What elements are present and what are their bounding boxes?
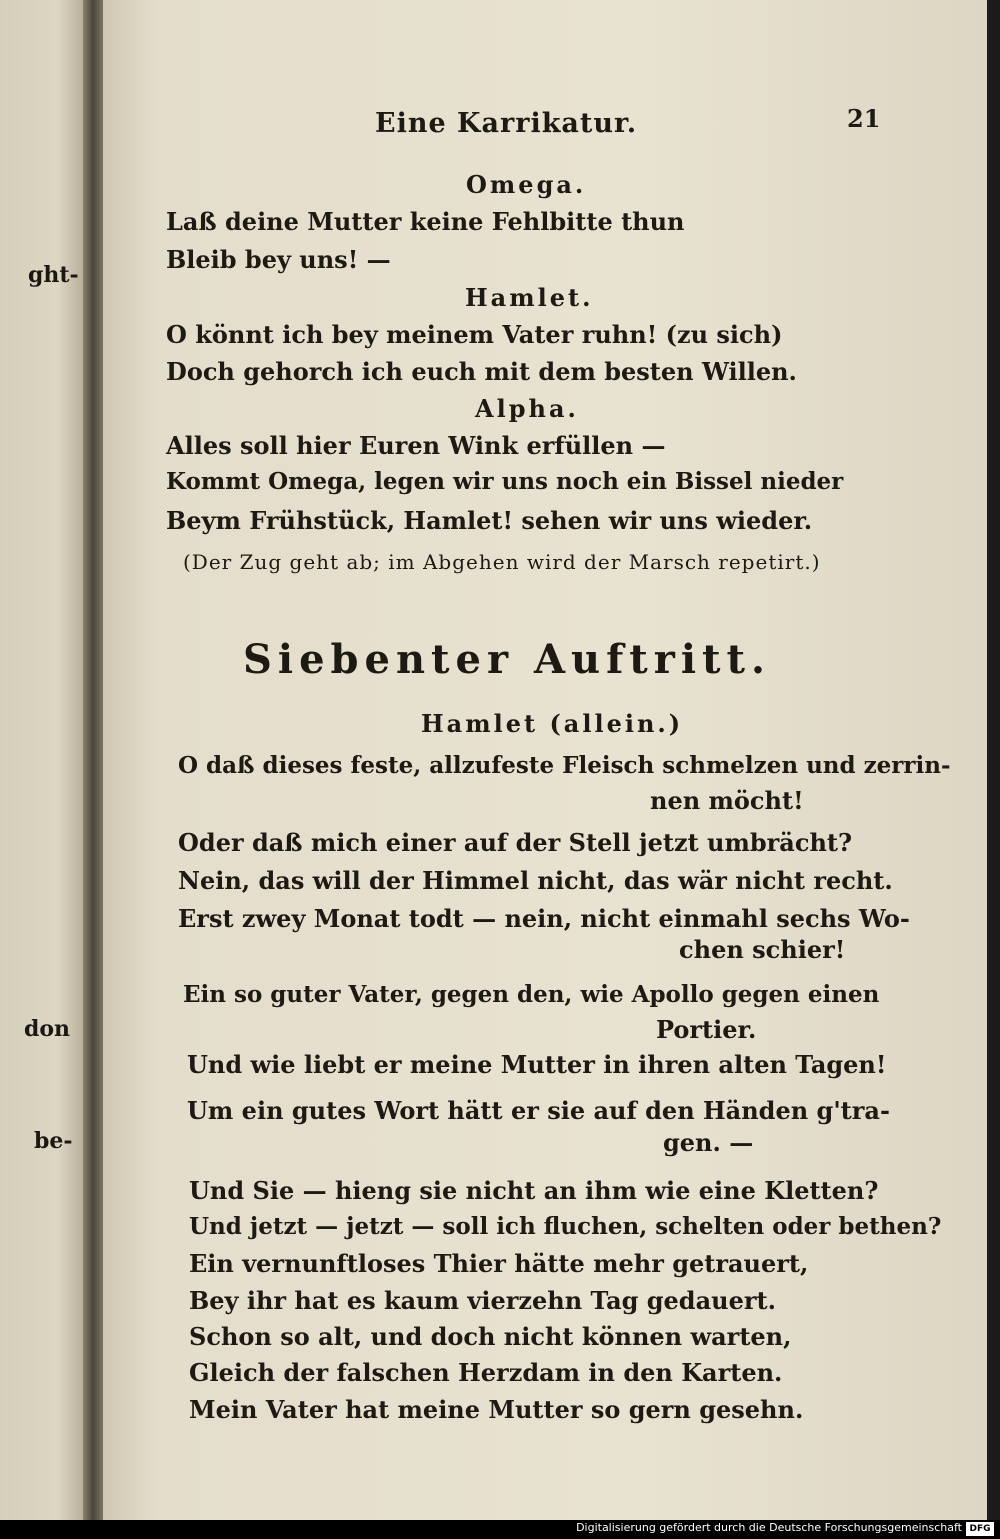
verse-line: Schon so alt, und doch nicht können warten, (189, 1322, 792, 1351)
verse-line: Mein Vater hat meine Mutter so gern gesehn. (189, 1395, 804, 1424)
verse-line: Erst zwey Monat todt — nein, nicht einmahl sechs Wo- (178, 904, 910, 933)
verse-line: Und Sie — hieng sie nicht an ihm wie eine Kletten? (189, 1176, 879, 1205)
book-page (103, 0, 987, 1520)
verse-line: Und wie liebt er meine Mutter in ihren alten Tagen! (187, 1050, 887, 1079)
verse-line-continuation: gen. — (663, 1128, 754, 1157)
verse-line: Und jetzt — jetzt — soll ich fluchen, schelten oder bethen? (189, 1213, 942, 1240)
left-page-fragment: ght- (28, 262, 79, 288)
verse-line: Nein, das will der Himmel nicht, das wär nicht recht. (178, 866, 893, 895)
scene-heading: Siebenter Auftritt. (243, 636, 771, 683)
verse-line: Kommt Omega, legen wir uns noch ein Bissel nieder (166, 468, 844, 495)
verse-line: Doch gehorch ich euch mit dem besten Willen. (166, 357, 797, 386)
verse-line: Gleich der falschen Herzdam in den Karten. (189, 1358, 783, 1387)
speaker-name: Omega. (466, 170, 587, 199)
dfg-logo-icon: DFG (966, 1522, 994, 1536)
running-header: Eine Karrikatur. (375, 108, 638, 139)
speaker-name: Hamlet (allein.) (421, 709, 684, 738)
verse-line: Oder daß mich einer auf der Stell jetzt umbrächt? (178, 828, 853, 857)
verse-line-continuation: chen schier! (679, 935, 846, 964)
verse-line: Ein so guter Vater, gegen den, wie Apollo gegen einen (183, 981, 880, 1008)
page-edge-shadow (987, 0, 1000, 1520)
verse-line: O daß dieses feste, allzufeste Fleisch schmelzen und zerrin- (178, 752, 951, 779)
page-number: 21 (847, 104, 881, 133)
verse-line-continuation: Portier. (656, 1015, 757, 1044)
verse-line: Bey ihr hat es kaum vierzehn Tag gedauert. (189, 1286, 776, 1315)
left-page-edge (0, 0, 83, 1520)
verse-line: O könnt ich bey meinem Vater ruhn! (zu sich) (166, 320, 783, 349)
left-page-fragment: be- (34, 1128, 73, 1154)
stage-direction: (Der Zug geht ab; im Abgehen wird der Marsch repetirt.) (183, 550, 821, 574)
verse-line: Um ein gutes Wort hätt er sie auf den Händen g'tra- (187, 1096, 890, 1125)
book-gutter (83, 0, 103, 1520)
speaker-name: Alpha. (475, 394, 579, 423)
verse-line: Laß deine Mutter keine Fehlbitte thun (166, 207, 685, 236)
verse-line-continuation: nen möcht! (650, 786, 804, 815)
verse-line: Bleib bey uns! — (166, 245, 391, 274)
left-page-fragment: don (24, 1016, 71, 1042)
verse-line: Ein vernunftloses Thier hätte mehr getrauert, (189, 1249, 809, 1278)
verse-line: Beym Frühstück, Hamlet! sehen wir uns wieder. (166, 506, 813, 535)
verse-line: Alles soll hier Euren Wink erfüllen — (166, 431, 666, 460)
digitization-credit: Digitalisierung gefördert durch die Deutsche Forschungsgemeinschaft (576, 1521, 962, 1534)
speaker-name: Hamlet. (465, 283, 594, 312)
